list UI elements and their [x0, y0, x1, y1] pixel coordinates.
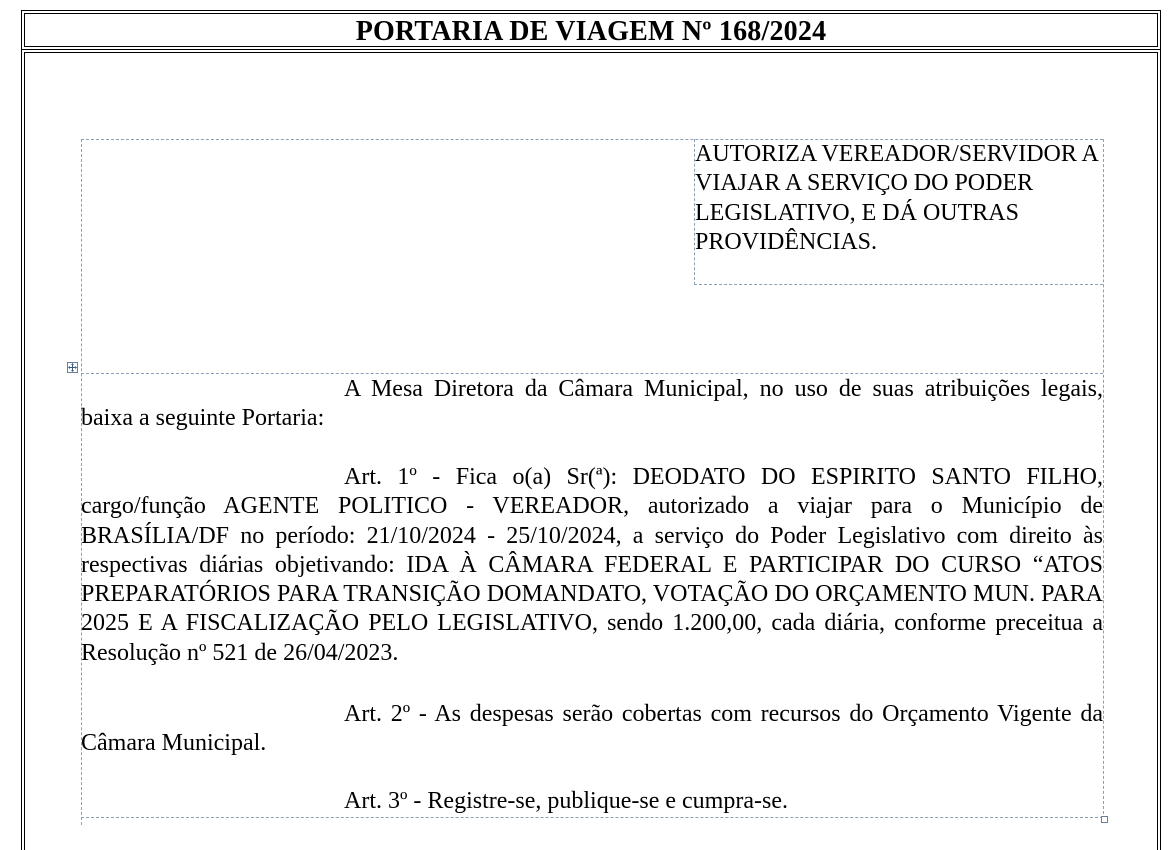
table-move-handle-icon[interactable] — [67, 362, 78, 373]
article-1-paragraph — [81, 463, 1103, 668]
article-3-paragraph — [81, 787, 1103, 816]
article-1-text: Art. 1º - Fica o(a) Sr(ª): DEODATO DO ESPIRITO SANTO FILHO, cargo/função AGENTE POLITICO - VEREADOR, autorizado a viajar para o Município de BRASÍLIA/DF no período: 21/10/2024 - 25/10/2024, a serviço do Poder Legislativo com direito às respectivas diárias objetivando: IDA À CÂMARA FEDERAL E PARTICIPAR DO CURSO “ATOS PREPARATÓRIOS PARA TRANSIÇÃO DOMANDATO, VOTAÇÃO DO ORÇAMENTO MUN. PARA 2025 E A FISCALIZAÇÃO PELO LEGISLATIVO, sendo 1.200,00, cada diária, conforme preceitua a Resolução nº 521 de 26/04/2023. — [81, 464, 1103, 666]
article-2-paragraph — [81, 700, 1103, 759]
document-title: PORTARIA DE VIAGEM Nº 168/2024 — [355, 16, 827, 47]
article-3-text: Art. 3º - Registre-se, publique-se e cumpra-se. — [344, 788, 788, 814]
preamble-text: A Mesa Diretora da Câmara Municipal, no uso de suas atribuições legais, baixa a seguinte Portaria: — [81, 376, 1103, 432]
table-border-bottom — [81, 817, 1103, 818]
article-2-text: Art. 2º - As despesas serão cobertas com recursos do Orçamento Vigente da Câmara Municipal. — [81, 701, 1103, 757]
table-border-right — [1103, 139, 1104, 819]
table-row-divider — [81, 373, 1103, 374]
title-box — [21, 10, 1161, 50]
ementa-text: AUTORIZA VEREADOR/SERVIDOR A VIAJAR A SERVIÇO DO PODER LEGISLATIVO, E DÁ OUTRAS PROVIDÊNCIAS. — [695, 141, 1098, 255]
ementa-cell-bottom — [694, 284, 1103, 285]
preamble-paragraph — [81, 375, 1103, 434]
table-resize-handle-icon[interactable] — [1101, 816, 1108, 823]
